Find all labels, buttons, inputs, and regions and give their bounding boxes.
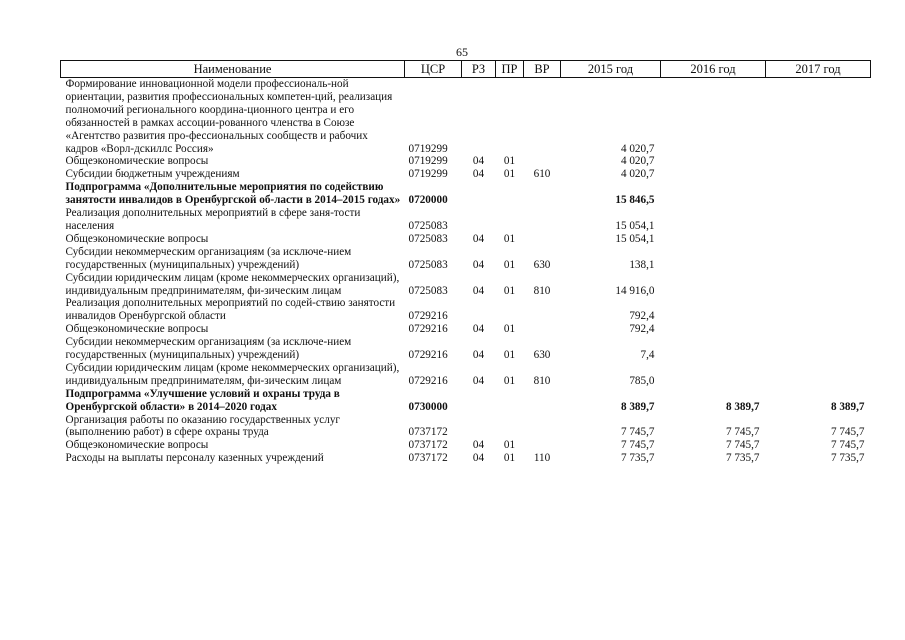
row-pr bbox=[496, 181, 524, 207]
row-pr: 01 bbox=[503, 323, 516, 336]
row-rz: 04 bbox=[472, 452, 485, 465]
row-pr bbox=[496, 388, 524, 414]
row-csr: 0719299 bbox=[408, 155, 448, 168]
row-value-2017 bbox=[766, 207, 871, 233]
row-csr: 0725083 bbox=[408, 284, 448, 297]
row-value-2015: 14 916,0 bbox=[615, 284, 655, 297]
row-name: Общеэкономические вопросы bbox=[65, 323, 209, 336]
row-name: Субсидии бюджетным учреждениям bbox=[65, 168, 240, 181]
col-header-rz: РЗ bbox=[462, 61, 496, 78]
table-row bbox=[61, 439, 871, 452]
table-body bbox=[61, 78, 871, 466]
row-value-2015: 792,4 bbox=[629, 323, 655, 336]
row-vr: 630 bbox=[533, 349, 551, 362]
row-rz bbox=[462, 181, 496, 207]
row-csr: 0719299 bbox=[408, 142, 448, 155]
row-name: Реализация дополнительных мероприятий по содей-ствию занятости инвалидов Оренбургской области bbox=[65, 297, 396, 323]
row-value-2017: 7 745,7 bbox=[830, 426, 865, 439]
col-header-pr: ПР bbox=[496, 61, 524, 78]
row-csr: 0729216 bbox=[408, 374, 448, 387]
row-vr bbox=[524, 207, 561, 233]
row-csr: 0725083 bbox=[408, 219, 448, 232]
row-value-2016 bbox=[661, 78, 766, 156]
row-vr bbox=[524, 78, 561, 156]
table-row bbox=[61, 207, 871, 233]
table-row bbox=[61, 272, 871, 298]
row-rz: 04 bbox=[472, 232, 485, 245]
row-vr: 630 bbox=[533, 258, 551, 271]
row-pr: 01 bbox=[503, 349, 516, 362]
row-pr: 01 bbox=[503, 452, 516, 465]
row-vr bbox=[524, 155, 561, 168]
row-value-2016: 7 735,7 bbox=[725, 452, 760, 465]
row-value-2017 bbox=[766, 233, 871, 246]
row-csr: 0725083 bbox=[408, 232, 448, 245]
col-header-2015: 2015 год bbox=[561, 61, 661, 78]
row-rz: 04 bbox=[472, 284, 485, 297]
row-vr bbox=[524, 439, 561, 452]
row-pr: 01 bbox=[503, 439, 516, 452]
row-csr: 0730000 bbox=[408, 400, 448, 413]
row-value-2017: 7 745,7 bbox=[830, 439, 865, 452]
col-header-2017: 2017 год bbox=[766, 61, 871, 78]
row-value-2015: 7,4 bbox=[640, 349, 655, 362]
row-name: Реализация дополнительных мероприятий в сфере заня-тости населения bbox=[65, 207, 361, 232]
row-vr: 610 bbox=[533, 168, 551, 181]
row-pr bbox=[496, 297, 524, 323]
table-row bbox=[61, 323, 871, 336]
row-pr: 01 bbox=[503, 258, 516, 271]
row-csr: 0729216 bbox=[408, 323, 448, 336]
table-row bbox=[61, 233, 871, 246]
row-value-2015: 8 389,7 bbox=[620, 400, 655, 413]
row-rz bbox=[462, 297, 496, 323]
col-header-csr: ЦСР bbox=[405, 61, 462, 78]
row-rz bbox=[462, 414, 496, 440]
row-csr: 0719299 bbox=[408, 168, 448, 181]
row-value-2016 bbox=[661, 272, 766, 298]
row-value-2017 bbox=[766, 78, 871, 156]
row-value-2016: 8 389,7 bbox=[725, 400, 760, 413]
row-csr: 0720000 bbox=[408, 194, 448, 207]
col-header-name: Наименование bbox=[61, 61, 405, 78]
col-header-vr: ВР bbox=[524, 61, 561, 78]
row-pr: 01 bbox=[503, 168, 516, 181]
row-name: Субсидии юридическим лицам (кроме некоммерческих организаций), индивидуальным предпринимателям, фи-зическим лицам bbox=[65, 361, 400, 387]
row-rz: 04 bbox=[472, 168, 485, 181]
row-pr bbox=[496, 78, 524, 156]
row-csr: 0737172 bbox=[408, 426, 448, 439]
header-row bbox=[61, 61, 871, 78]
row-value-2017 bbox=[766, 323, 871, 336]
row-value-2016 bbox=[661, 246, 766, 272]
row-value-2016: 7 745,7 bbox=[725, 426, 760, 439]
row-value-2016: 7 745,7 bbox=[725, 439, 760, 452]
row-name: Общеэкономические вопросы bbox=[65, 232, 209, 245]
row-rz: 04 bbox=[472, 374, 485, 387]
row-rz bbox=[462, 207, 496, 233]
row-name: Общеэкономические вопросы bbox=[65, 439, 209, 452]
row-vr bbox=[524, 297, 561, 323]
row-rz: 04 bbox=[472, 439, 485, 452]
row-value-2015: 4 020,7 bbox=[620, 155, 655, 168]
row-name: Субсидии некоммерческим организациям (за исключе-нием государственных (муниципальных) учреждений) bbox=[65, 336, 352, 362]
col-header-2016: 2016 год bbox=[661, 61, 766, 78]
row-value-2015: 15 054,1 bbox=[615, 232, 655, 245]
row-vr bbox=[524, 181, 561, 207]
row-value-2016 bbox=[661, 207, 766, 233]
row-pr: 01 bbox=[503, 374, 516, 387]
row-name: Расходы на выплаты персоналу казенных учреждений bbox=[65, 452, 324, 465]
row-value-2017: 7 735,7 bbox=[830, 452, 865, 465]
row-name: Подпрограмма «Улучшение условий и охраны труда в Оренбургской области» в 2014–2020 годах bbox=[65, 387, 340, 413]
row-rz: 04 bbox=[472, 323, 485, 336]
table-row bbox=[61, 414, 871, 440]
row-value-2015: 15 846,5 bbox=[615, 194, 655, 207]
row-vr bbox=[524, 323, 561, 336]
table-row bbox=[61, 297, 871, 323]
row-value-2016 bbox=[661, 323, 766, 336]
row-value-2016 bbox=[661, 233, 766, 246]
row-value-2016 bbox=[661, 297, 766, 323]
row-vr: 810 bbox=[533, 284, 551, 297]
table-row bbox=[61, 181, 871, 207]
row-name: Организация работы по оказанию государственных услуг (выполнению работ) в сфере охраны труда bbox=[65, 413, 341, 439]
row-value-2016 bbox=[661, 336, 766, 362]
budget-table bbox=[60, 60, 871, 465]
table-row bbox=[61, 362, 871, 388]
row-value-2015: 785,0 bbox=[629, 374, 655, 387]
table-row bbox=[61, 155, 871, 168]
row-rz: 04 bbox=[472, 349, 485, 362]
row-rz: 04 bbox=[472, 155, 485, 168]
row-rz: 04 bbox=[472, 258, 485, 271]
row-value-2015: 4 020,7 bbox=[620, 142, 655, 155]
row-value-2015: 15 054,1 bbox=[615, 219, 655, 232]
row-pr bbox=[496, 414, 524, 440]
row-pr: 01 bbox=[503, 232, 516, 245]
row-value-2017 bbox=[766, 272, 871, 298]
row-csr: 0737172 bbox=[408, 452, 448, 465]
row-name: Субсидии юридическим лицам (кроме некоммерческих организаций), индивидуальным предпринимателям, фи-зическим лицам bbox=[65, 271, 400, 297]
row-value-2017 bbox=[766, 362, 871, 388]
row-value-2015: 138,1 bbox=[629, 258, 655, 271]
row-value-2016 bbox=[661, 362, 766, 388]
row-value-2017 bbox=[766, 336, 871, 362]
row-pr: 01 bbox=[503, 284, 516, 297]
row-csr: 0729216 bbox=[408, 349, 448, 362]
row-csr: 0737172 bbox=[408, 439, 448, 452]
row-value-2016 bbox=[661, 155, 766, 168]
row-name: Субсидии некоммерческим организациям (за исключе-нием государственных (муниципальных) учреждений) bbox=[65, 245, 352, 271]
row-value-2017 bbox=[766, 246, 871, 272]
row-value-2017 bbox=[766, 181, 871, 207]
page-number: 65 bbox=[456, 45, 468, 59]
row-value-2015: 792,4 bbox=[629, 310, 655, 323]
table-header bbox=[61, 61, 871, 78]
row-value-2016 bbox=[661, 168, 766, 181]
row-value-2016 bbox=[661, 181, 766, 207]
row-name: Формирование инновационной модели профессиональ-ной ориентации, развития профессиональных компетен-ций, реализация полномочий регионального координа-ционного центра и его обязанностей в рамках ассоции-рованного членства в Союзе «Агентство развития про-фессиональных сообществ и рабочих кадров «Ворл-дскиллс Россия» bbox=[65, 78, 393, 155]
table-row bbox=[61, 246, 871, 272]
row-value-2015: 7 735,7 bbox=[620, 452, 655, 465]
row-value-2015: 7 745,7 bbox=[620, 426, 655, 439]
table-row bbox=[61, 78, 871, 156]
row-name: Общеэкономические вопросы bbox=[65, 155, 209, 168]
table-row bbox=[61, 336, 871, 362]
row-value-2015: 4 020,7 bbox=[620, 168, 655, 181]
row-value-2017 bbox=[766, 297, 871, 323]
row-value-2017 bbox=[766, 155, 871, 168]
table-row bbox=[61, 452, 871, 465]
table-row bbox=[61, 388, 871, 414]
row-vr: 110 bbox=[533, 452, 551, 465]
row-vr bbox=[524, 233, 561, 246]
row-value-2015: 7 745,7 bbox=[620, 439, 655, 452]
row-vr: 810 bbox=[533, 374, 551, 387]
row-csr: 0725083 bbox=[408, 258, 448, 271]
row-rz bbox=[462, 388, 496, 414]
row-csr: 0729216 bbox=[408, 310, 448, 323]
row-pr bbox=[496, 207, 524, 233]
row-value-2017 bbox=[766, 168, 871, 181]
row-pr: 01 bbox=[503, 155, 516, 168]
row-name: Подпрограмма «Дополнительные мероприятия по содействию занятости инвалидов в Оренбургской об-ласти в 2014–2015 годах» bbox=[65, 181, 401, 207]
row-vr bbox=[524, 388, 561, 414]
row-rz bbox=[462, 78, 496, 156]
row-value-2017: 8 389,7 bbox=[830, 400, 865, 413]
row-vr bbox=[524, 414, 561, 440]
table-row bbox=[61, 168, 871, 181]
